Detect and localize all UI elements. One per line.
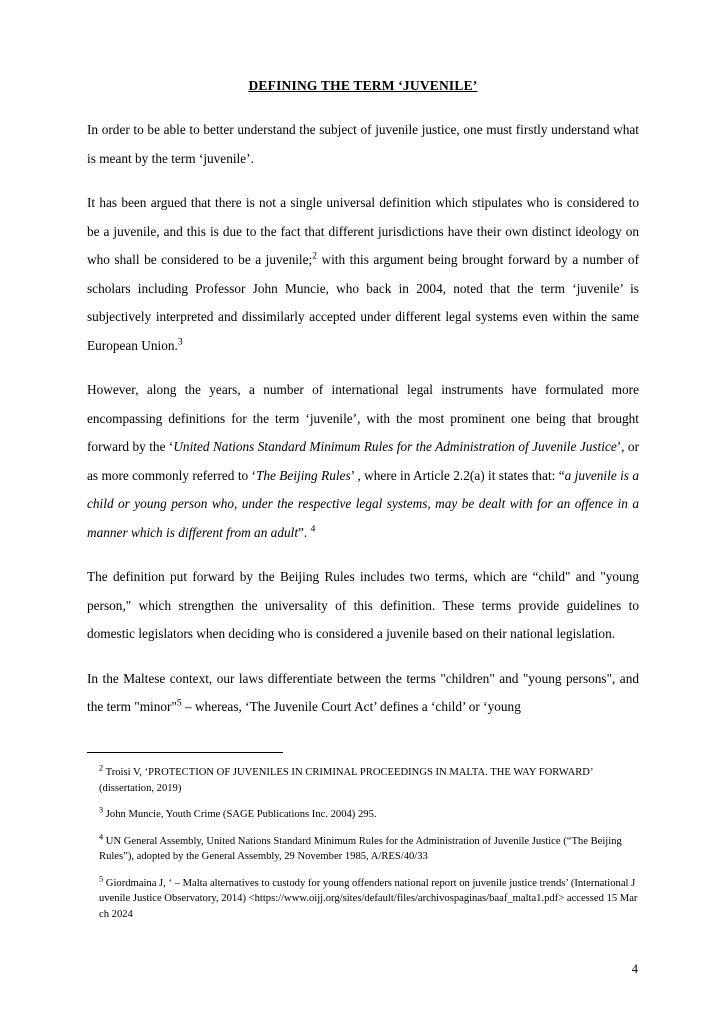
quotation-article-2-2-a: a juvenile is a child or young person who, under the respective legal systems, may be dealt with for an offence in a manner which is different from an adult [87,467,639,540]
citation-beijing-rules-full-title: United Nations Standard Minimum Rules for the Administration of Juvenile Justice [173,439,617,454]
footnote-4-marker: 4 [99,831,104,841]
footnote-ref-3[interactable]: 3 [177,337,183,348]
paragraph-3-text-c: ’ , where in Article 2.2(a) it states that: “ [350,467,565,483]
footnote-5-marker: 5 [99,873,104,883]
document-body [87,78,639,722]
footnote-3-marker: 3 [99,805,104,815]
footnote-ref-4[interactable]: 4 [310,524,316,535]
footnote-5-text: Giordmaina J, ‘ – Malta alternatives to custody for young offenders national report on juvenile justice trends’ (International Juvenile Justice Observatory, 2014) <https://www.oijj.org/sites/default/files/archivospaginas/baaf_malta1.pdf> accessed 15 March 2024 [99,877,638,920]
paragraph-4 [87,563,639,649]
footnote-ref-2[interactable]: 2 [312,251,317,262]
footnote-2 [99,765,639,796]
paragraph-1 [87,116,639,173]
footnote-4 [99,831,639,865]
footnote-4-text: UN General Assembly, United Nations Standard Minimum Rules for the Administration of Juvenile Justice (“The Beijing Rules”), adopted by the General Assembly, 29 November 1985, A/RES/40/33 [99,835,622,862]
paragraph-2-text-b: with this argument being brought forward by a number of scholars including Professor John Muncie, who back in 2004, noted that the term ‘juvenile’ is subjectively interpreted and dissimilarly accepted under different legal systems even within the same European Union. [87,252,640,353]
paragraph-2-text-a: It has been argued that there is not a single universal definition which stipulates who is considered to be a juvenile, and this is due to the fact that different jurisdictions have their own distinct ideology on who shall be considered to be a juvenile; [87,195,639,267]
page-title: DEFINING THE TERM ‘JUVENILE’ [248,78,478,93]
footnote-ref-5[interactable]: 5 [176,698,182,709]
paragraph-4-text: The definition put forward by the Beijing Rules includes two terms, which are “child" and "young person," which strengthen the universality of this definition. These terms provide guidelines to domestic legislators when deciding who is considered a juvenile based on their national legislation. [87,569,639,641]
paragraph-3-text-a: However, along the years, a number of international legal instruments have formulated more encompassing definitions for the term ‘juvenile’, with the most prominent one being that brought forward by the ‘ [87,382,639,454]
footnote-2-text: Troisi V, ‘PROTECTION OF JUVENILES IN CRIMINAL PROCEEDINGS IN MALTA. THE WAY FORWARD’ (dissertation, 2019) [99,767,593,794]
footnote-separator-rule [87,752,283,753]
footnote-5 [99,873,639,923]
paragraph-3-text-b: ’, or as more commonly referred to ‘ [87,439,639,483]
footnote-area [87,752,639,933]
footnote-3-text: John Muncie, Youth Crime (SAGE Publications Inc. 2004) 295. [103,809,377,820]
paragraph-3-text-d: ”. [298,524,311,540]
paragraph-5-text-b: – whereas, ‘The Juvenile Court Act’ defines a ‘child’ or ‘young [181,699,521,714]
footnote-3 [99,807,639,823]
paragraph-2 [87,189,639,360]
citation-beijing-rules-short-title: The Beijing Rules [255,467,351,483]
paragraph-1-text: In order to be able to better understand the subject of juvenile justice, one must firstly understand what is meant by the term ‘juvenile’. [87,122,639,166]
paragraph-3 [87,376,639,547]
page-number: 4 [631,962,638,976]
paragraph-5 [87,665,639,722]
paragraph-5-text-a: In the Maltese context, our laws differentiate between the terms "children" and "young persons", and the term "minor" [87,670,639,714]
footnote-2-marker: 2 [99,763,104,773]
